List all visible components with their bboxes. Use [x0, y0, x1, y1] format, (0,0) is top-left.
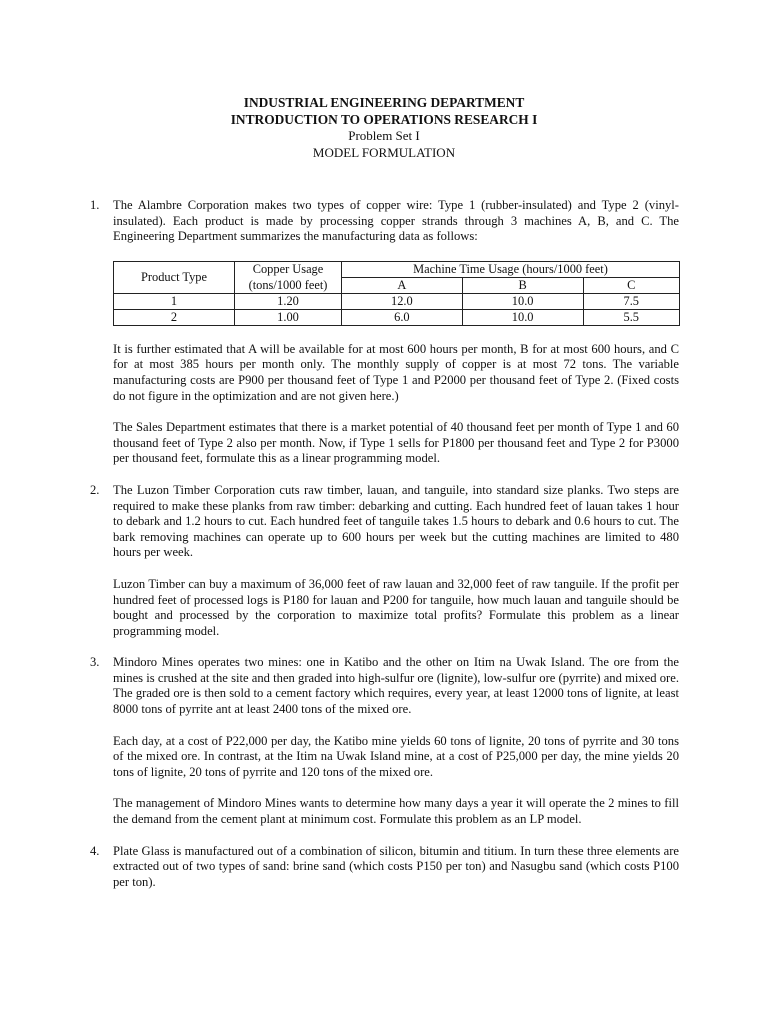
header-product-type: Product Type — [114, 261, 235, 293]
topic-label: MODEL FORMULATION — [312, 144, 456, 160]
problem-set-label: Problem Set I — [348, 128, 420, 143]
problem-2-paragraph-2: Luzon Timber can buy a maximum of 36,000 feet of raw lauan and 32,000 feet of raw tanguile. If the profit per hundred feet of processed logs is P180 for lauan and P200 for tanguile, how much lauan and tanguile should be bought and processed by the corporation to maximize total profits? Formulate this problem as a linear programming model. — [113, 576, 679, 638]
problem-1-capacity: It is further estimated that A will be available for at most 600 hours per month, B for at most 600 hours, and C for at most 385 hours per month only. The monthly supply of copper is at most 72 tons. The variable manufacturing costs are P900 per thousand feet of Type 1 and P2000 per thousand feet of Type 2. (Fixed costs do not figure in the optimization and are not given here.) — [113, 341, 679, 403]
problem-1 — [90, 198, 679, 467]
header-machine-c: C — [583, 277, 679, 293]
header-machine-b: B — [462, 277, 583, 293]
problem-3-paragraph-1: Mindoro Mines operates two mines: one in Katibo and the other on Itim na Uwak Island. The ore from the mines is crushed at the site and then graded into high-sulfur ore (lignite), low-sulfur ore (pyrrite) and mixed ore. The graded ore is then sold to a cement factory which requires, every year, at least 12000 tons of lignite, at least 8000 tons of pyrrite ant at least 2400 tons of the mixed ore. — [113, 655, 679, 717]
cell-type: 1 — [114, 293, 235, 309]
header-machine-time: Machine Time Usage (hours/1000 feet) — [342, 261, 680, 277]
problem-3-paragraph-2: Each day, at a cost of P22,000 per day, the Katibo mine yields 60 tons of lignite, 20 tons of pyrrite and 30 tons of the mixed ore. In contrast, at the Itim na Uwak Island mine, at a cost of P25,000 per day, the mine yields 20 tons of lignite, 20 tons of pyrrite and 120 tons of the mixed ore. — [113, 733, 679, 779]
header-machine-a: A — [342, 277, 463, 293]
cell-b: 10.0 — [462, 309, 583, 325]
problem-1-sales: The Sales Department estimates that there is a market potential of 40 thousand feet per month of Type 1 and 60 thousand feet of Type 2 also per month. Now, if Type 1 sells for P1800 per thousand feet and Type 2 for P3000 per thousand feet, formulate this as a linear programming model. — [113, 420, 679, 466]
problem-1-intro: The Alambre Corporation makes two types of copper wire: Type 1 (rubber-insulated) and Type 2 (vinyl-insulated). Each product is made by processing copper strands through 3 machines A, B, and C. The Engineering Department summarizes the manufacturing data as follows: — [113, 198, 679, 244]
cell-c: 7.5 — [583, 293, 679, 309]
manufacturing-data-table — [113, 261, 680, 326]
course-title: INTRODUCTION TO OPERATIONS RESEARCH I — [230, 112, 538, 127]
cell-type: 2 — [114, 309, 235, 325]
cell-c: 5.5 — [583, 309, 679, 325]
problem-list — [90, 198, 679, 906]
cell-a: 6.0 — [342, 309, 463, 325]
problem-number: 3. — [90, 655, 100, 670]
problem-number: 4. — [90, 843, 100, 858]
cell-a: 12.0 — [342, 293, 463, 309]
problem-2 — [90, 483, 679, 639]
cell-b: 10.0 — [462, 293, 583, 309]
problem-4-paragraph-1: Plate Glass is manufactured out of a combination of silicon, bitumin and titium. In turn these three elements are extracted out of two types of sand: brine sand (which costs P150 per ton) and Nasugbu sand (which costs P100 per ton). — [113, 843, 679, 889]
cell-copper: 1.20 — [235, 293, 342, 309]
problem-2-paragraph-1: The Luzon Timber Corporation cuts raw timber, lauan, and tanguile, into standard size planks. Two steps are required to make these planks from raw timber: debarking and cutting. Each hundred feet of lauan takes 1 hour to debark and 1.2 hours to cut. Each hundred feet of tanguile takes 1.5 hours to debark and 0.6 hours to cut. The bark removing machines can operate up to 600 hours per week but the cutting machines are limited to 480 hours per week. — [113, 482, 679, 560]
problem-number: 1. — [90, 198, 100, 212]
cell-copper: 1.00 — [235, 309, 342, 325]
document-header — [0, 94, 768, 161]
table-row — [114, 309, 680, 325]
header-copper-usage: Copper Usage — [235, 261, 342, 277]
problem-number: 2. — [90, 482, 100, 497]
problem-4 — [90, 844, 679, 891]
department-title: INDUSTRIAL ENGINEERING DEPARTMENT — [243, 95, 525, 110]
problem-3 — [90, 655, 679, 827]
table-row — [114, 293, 680, 309]
header-copper-unit: (tons/1000 feet) — [235, 277, 342, 293]
problem-3-paragraph-3: The management of Mindoro Mines wants to determine how many days a year it will operate the 2 mines to fill the demand from the cement plant at minimum cost. Formulate this problem as an LP model. — [113, 796, 679, 827]
